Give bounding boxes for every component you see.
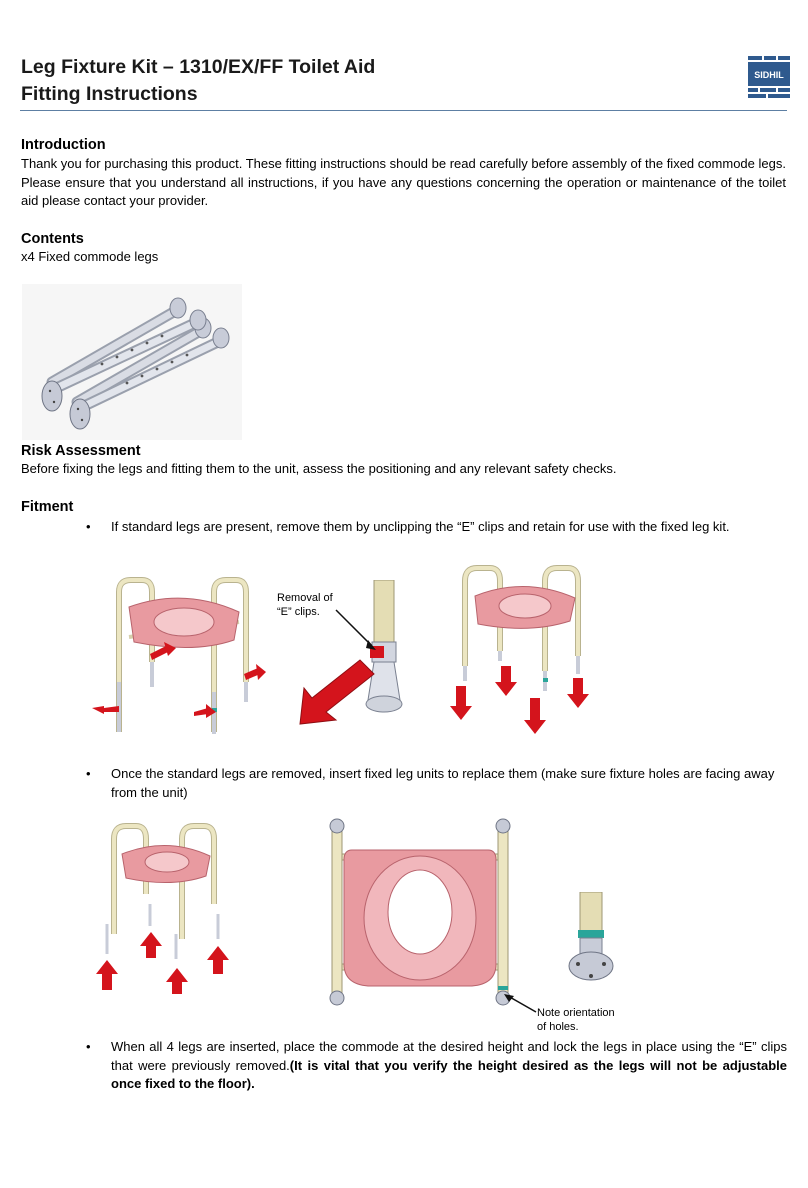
- fitment-heading: Fitment: [21, 499, 74, 515]
- caption-removal-line-2: “E” clips.: [277, 606, 320, 618]
- logo-text: SIDHIL: [754, 70, 784, 80]
- caption-removal-line-1: Removal of: [277, 592, 333, 604]
- caption-note-line-1: Note orientation: [537, 1007, 615, 1019]
- commode-top-view-image: [322, 814, 518, 1010]
- commode-standard-legs-image: [84, 562, 274, 746]
- page-title: [21, 54, 375, 108]
- e-clip-removal-image: [296, 580, 426, 730]
- fitment-bullet-3: [111, 1038, 787, 1094]
- bullet-3-normal: When all 4 legs are inserted, place the commode at the desired height and lock the legs in place using the “E” clips that were previously removed.: [111, 1039, 787, 1073]
- fixed-legs-image: [22, 284, 242, 440]
- leg-holes-detail-image: [552, 892, 632, 992]
- risk-body: Before fixing the legs and fitting them to the unit, assess the positioning and any relevant safety checks.: [21, 461, 617, 476]
- bullet-3-bold: (It is vital that you verify the height desired as the legs will not be adjustable once fixed to the floor).: [111, 1057, 787, 1091]
- bullet-dot-3: •: [86, 1039, 91, 1054]
- header-divider: [20, 110, 787, 111]
- title-line-2: Fitting Instructions: [21, 83, 198, 105]
- title-line-1: Leg Fixture Kit – 1310/EX/FF Toilet Aid: [21, 56, 376, 78]
- note-pointer-arrow: [502, 992, 538, 1016]
- fitment-bullet-2: Once the standard legs are removed, insert fixed leg units to replace them (make sure fixture holes are facing away from the unit): [111, 766, 775, 800]
- contents-heading: Contents: [21, 231, 84, 247]
- commode-legs-removed-image: [430, 556, 610, 740]
- commode-insert-fixed-legs-image: [92, 814, 242, 994]
- introduction-body: Thank you for purchasing this product. These fitting instructions should be read carefully before assembly of the fixed commode legs. Please ensure that you understand all instructions, if you have any questions concerning the operation or maintenance of the toilet aid please contact your provider.: [21, 156, 786, 208]
- sidhil-logo: [748, 56, 790, 102]
- bullet-dot-1: •: [86, 519, 91, 534]
- risk-heading: Risk Assessment: [21, 443, 141, 459]
- introduction-heading: Introduction: [21, 137, 106, 153]
- contents-item: x4 Fixed commode legs: [21, 249, 159, 264]
- fitment-bullet-1: If standard legs are present, remove them by unclipping the “E” clips and retain for use with the fixed leg kit.: [111, 519, 730, 534]
- caption-note: [537, 1006, 615, 1034]
- bullet-dot-2: •: [86, 766, 91, 781]
- caption-note-line-2: of holes.: [537, 1021, 579, 1033]
